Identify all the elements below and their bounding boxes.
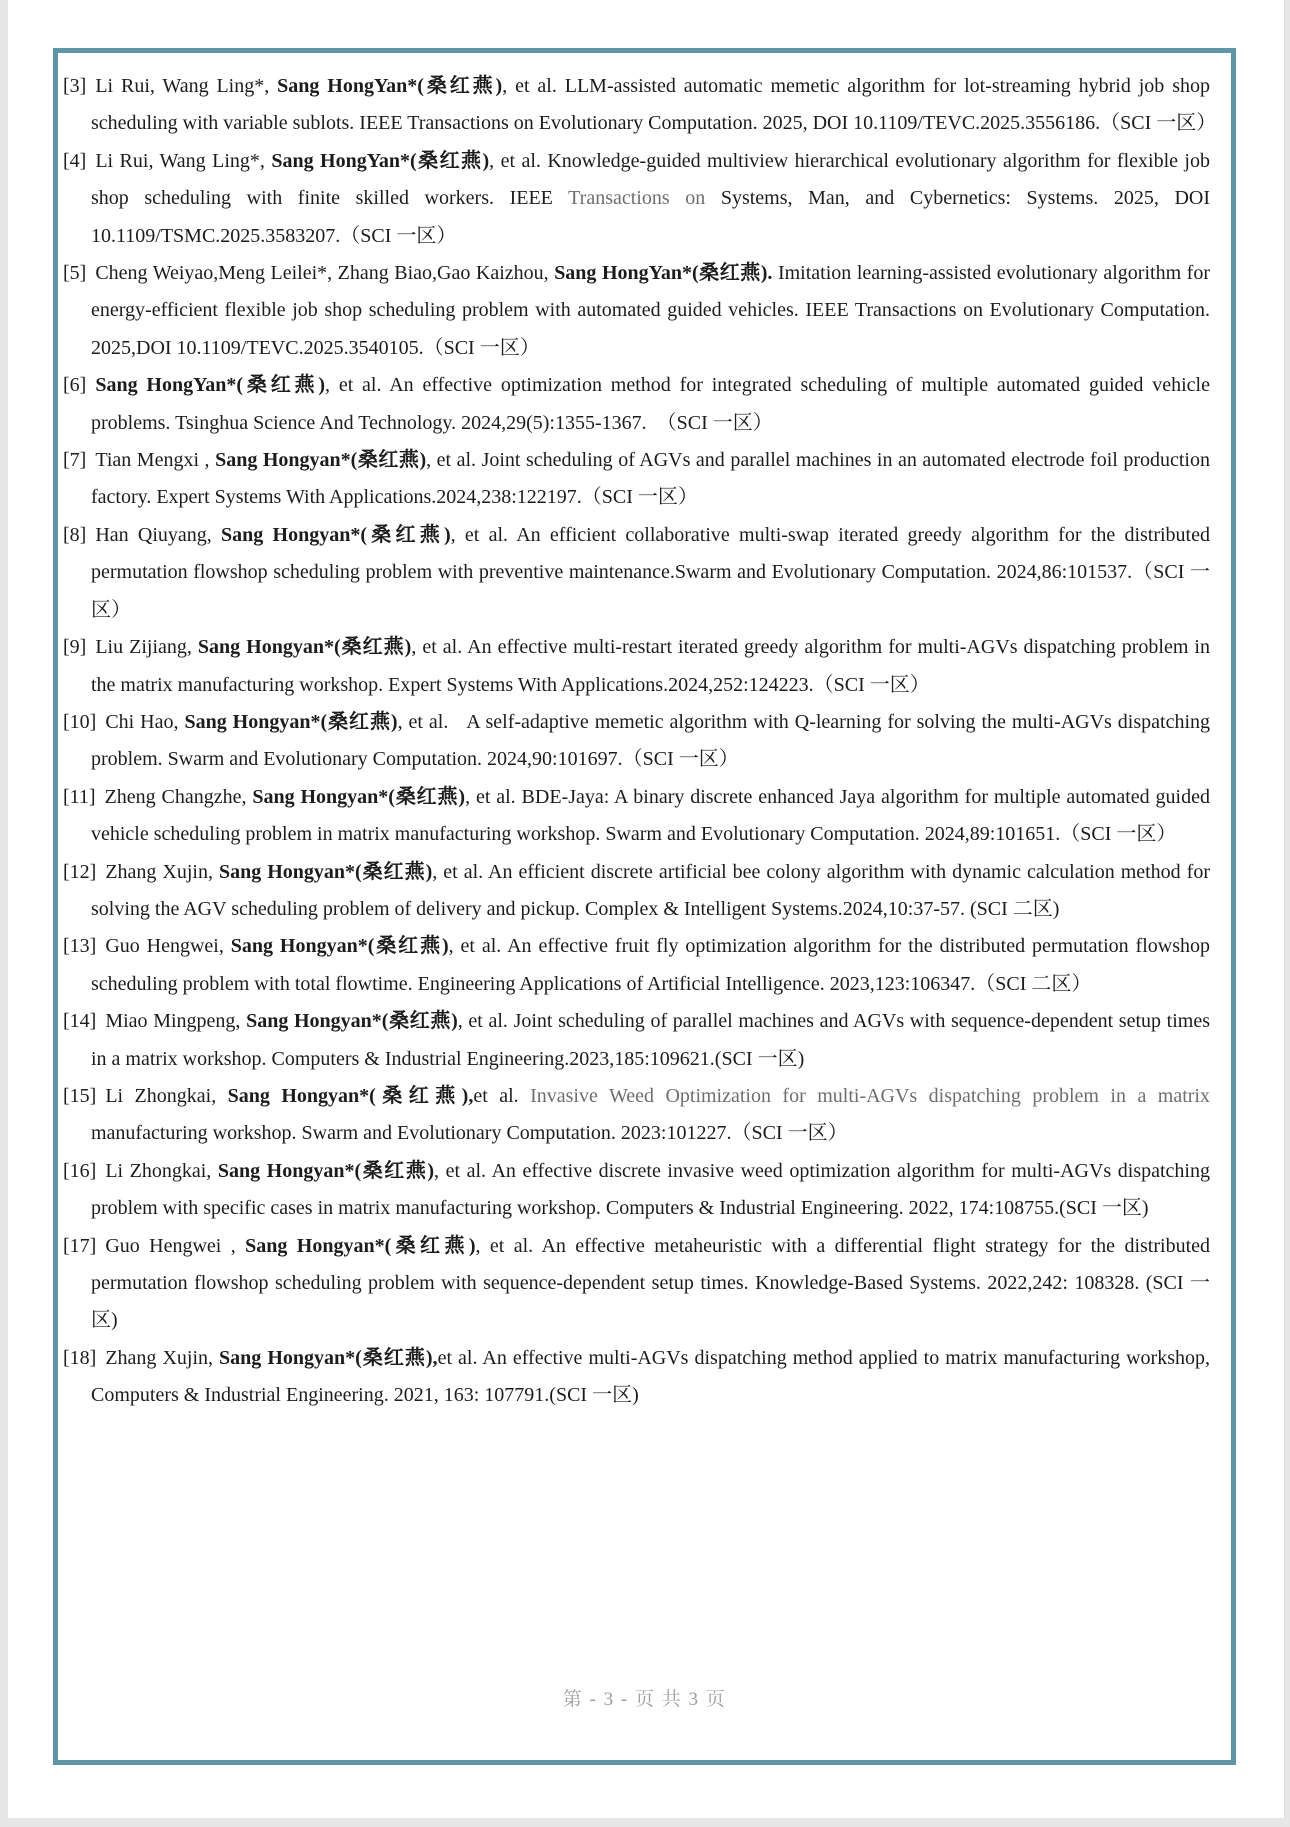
reference-text-segment: Chi Hao, bbox=[105, 710, 185, 733]
reference-number: [4] bbox=[63, 149, 87, 172]
reference-number: [5] bbox=[63, 262, 87, 285]
reference-number: [11] bbox=[63, 785, 96, 808]
reference-author-highlight: Sang Hongyan*(桑红燕) bbox=[184, 710, 398, 733]
reference-text-segment: Li Zhongkai, bbox=[105, 1084, 228, 1107]
reference-text-segment: Invasive Weed Optimization for multi-AGVs dispatching problem in a matrix bbox=[530, 1084, 1210, 1107]
reference-number: [17] bbox=[63, 1234, 97, 1257]
reference-number: [9] bbox=[63, 636, 87, 659]
reference-number: [13] bbox=[63, 935, 97, 958]
reference-item bbox=[63, 255, 1210, 367]
reference-text-segment: Liu Zijiang, bbox=[95, 636, 198, 659]
reference-item bbox=[63, 143, 1210, 255]
reference-number: [10] bbox=[63, 710, 97, 733]
reference-list bbox=[58, 53, 1231, 1415]
reference-author-highlight: Sang Hongyan*(桑红燕) bbox=[218, 860, 433, 883]
reference-number: [7] bbox=[63, 449, 87, 472]
reference-number: [6] bbox=[63, 374, 87, 397]
reference-item bbox=[63, 1228, 1210, 1340]
reference-item bbox=[63, 629, 1210, 704]
reference-text-segment: , et al. An effective metaheuristic with a differential flight strategy for the distributed permutation flowshop scheduling problem with sequence-dependent setup times. Knowledge-Based Systems. 2022,242: 108328. (SCI 一区) bbox=[91, 1234, 1210, 1332]
page-border-frame bbox=[53, 48, 1236, 1765]
document-page bbox=[8, 0, 1285, 1818]
reference-text-segment: , et al. LLM-assisted automatic memetic algorithm for lot-streaming hybrid job shop scheduling with variable sublots. IEEE Transactions on Evolutionary Computation. 2025, DOI 10.1109/TEVC.2025.3556186.（SCI 一区） bbox=[91, 75, 1217, 135]
reference-text-segment: Li Zhongkai, bbox=[105, 1159, 218, 1182]
reference-item bbox=[63, 1078, 1210, 1153]
reference-text-segment: , et al. An effective optimization method for integrated scheduling of multiple automated guided vehicle problems. Tsinghua Science And Technology. 2024,29(5):1355-1367. （SCI 一区） bbox=[91, 374, 1210, 434]
reference-text-segment: Zhang Xujin, bbox=[105, 1346, 220, 1369]
reference-text-segment: Han Qiuyang, bbox=[95, 523, 222, 546]
reference-text-segment: et al. An effective multi-AGVs dispatching method applied to matrix manufacturing workshop, Computers & Industrial Engineering. 2021, 163: 107791.(SCI 一区) bbox=[91, 1346, 1211, 1407]
page-footer: 第 - 3 - 页 共 3 页 bbox=[562, 1689, 727, 1710]
reference-author-highlight: Sang Hongyan*(桑红燕) bbox=[221, 523, 451, 546]
reference-text-segment: , et al. An efficient collaborative multi-swap iterated greedy algorithm for the distributed permutation flowshop scheduling problem with preventive maintenance.Swarm and Evolutionary Computation. 2024,86:101537.（SCI 一区） bbox=[91, 523, 1210, 621]
reference-author-highlight: Sang HongYan*(桑红燕) bbox=[95, 374, 325, 397]
reference-text-segment: , et al. BDE-Jaya: A binary discrete enhanced Jaya algorithm for multiple automated guided vehicle scheduling problem in matrix manufacturing workshop. Swarm and Evolutionary Computation. 2024,89:101651.（SCI 一区） bbox=[91, 785, 1210, 846]
reference-text-segment: Systems, Man, and Cybernetics: Systems. 2025, DOI 10.1109/TSMC.2025.3583207.（SCI 一区） bbox=[91, 187, 1210, 247]
reference-author-highlight: Sang Hongyan*(桑红燕), bbox=[227, 1084, 474, 1107]
reference-text-segment: Zheng Changzhe, bbox=[104, 785, 253, 808]
reference-number: [8] bbox=[63, 523, 87, 546]
reference-text-segment: Transactions on bbox=[568, 187, 706, 210]
reference-text-segment: Guo Hengwei, bbox=[105, 935, 231, 958]
reference-item bbox=[63, 442, 1210, 517]
reference-text-segment: Tian Mengxi , bbox=[95, 449, 216, 472]
reference-text-segment: Cheng Weiyao,Meng Leilei*, Zhang Biao,Gao Kaizhou, bbox=[95, 262, 555, 285]
reference-item bbox=[63, 1003, 1210, 1078]
reference-number: [15] bbox=[63, 1084, 97, 1107]
reference-item bbox=[63, 779, 1210, 854]
reference-item bbox=[63, 854, 1210, 929]
reference-author-highlight: Sang Hongyan*(桑红燕) bbox=[215, 449, 427, 472]
reference-text-segment: et al. bbox=[473, 1084, 531, 1107]
reference-author-highlight: Sang Hongyan*(桑红燕), bbox=[219, 1346, 438, 1369]
reference-text-segment: , et al. Joint scheduling of parallel machines and AGVs with sequence-dependent setup times in a matrix workshop. Computers & Industrial Engineering.2023,185:109621.(SCI 一区) bbox=[91, 1010, 1210, 1070]
reference-text-segment: , et al. Joint scheduling of AGVs and parallel machines in an automated electrode foil production factory. Expert Systems With Applications.2024,238:122197.（SCI 一区） bbox=[91, 449, 1210, 509]
reference-text-segment: Miao Mingpeng, bbox=[105, 1010, 247, 1033]
reference-text-segment: manufacturing workshop. Swarm and Evolutionary Computation. 2023:101227.（SCI 一区） bbox=[91, 1122, 848, 1145]
reference-text-segment: , et al. An efficient discrete artificial bee colony algorithm with dynamic calculation method for solving the AGV scheduling problem of delivery and pickup. Complex & Intelligent Systems.2024,10:37-57. (SCI 二区) bbox=[91, 860, 1210, 920]
reference-author-highlight: Sang Hongyan*(桑红燕) bbox=[230, 935, 449, 958]
reference-number: [16] bbox=[63, 1159, 97, 1182]
reference-item bbox=[63, 68, 1217, 143]
reference-item bbox=[63, 367, 1210, 442]
reference-text-segment: , et al. An effective fruit fly optimization algorithm for the distributed permutation flowshop scheduling problem with total flowtime. Engineering Applications of Artificial Intelligence. 2023,123:106347.（SCI 二区） bbox=[91, 935, 1210, 995]
reference-item bbox=[63, 1340, 1210, 1415]
reference-author-highlight: Sang HongYan*(桑红燕). bbox=[554, 262, 773, 285]
reference-number: [12] bbox=[63, 860, 97, 883]
reference-text-segment: Guo Hengwei , bbox=[105, 1234, 246, 1257]
reference-item bbox=[63, 1153, 1210, 1228]
reference-number: [18] bbox=[63, 1346, 97, 1369]
reference-text-segment: Imitation learning-assisted evolutionary algorithm for energy-efficient flexible job shop scheduling problem with automated guided vehicles. IEEE Transactions on Evolutionary Computation. 2025,DOI 10.1109/TEVC.2025.3540105.（SCI 一区） bbox=[91, 262, 1210, 359]
reference-number: [14] bbox=[63, 1010, 97, 1033]
reference-author-highlight: Sang Hongyan*(桑红燕) bbox=[245, 1234, 476, 1257]
reference-author-highlight: Sang Hongyan*(桑红燕) bbox=[217, 1159, 435, 1182]
reference-author-highlight: Sang Hongyan*(桑红燕) bbox=[252, 785, 466, 808]
reference-text-segment: , et al. An effective multi-restart iterated greedy algorithm for multi-AGVs dispatching problem in the matrix manufacturing workshop. Expert Systems With Applications.2024,252:124223.（SCI 一区） bbox=[91, 636, 1210, 696]
reference-item bbox=[63, 704, 1210, 779]
reference-item bbox=[63, 928, 1210, 1003]
reference-author-highlight: Sang HongYan*(桑红燕) bbox=[271, 149, 490, 172]
reference-item bbox=[63, 517, 1210, 629]
reference-author-highlight: Sang Hongyan*(桑红燕) bbox=[246, 1010, 458, 1033]
reference-author-highlight: Sang HongYan*(桑红燕) bbox=[277, 75, 503, 97]
reference-text-segment: , et al. An effective discrete invasive weed optimization algorithm for multi-AGVs dispatching problem with specific cases in matrix manufacturing workshop. Computers & Industrial Engineering. 2022, 174:108755.(SCI 一区) bbox=[91, 1159, 1210, 1220]
reference-text-segment: , et al. A self-adaptive memetic algorithm with Q-learning for solving the multi-AGVs dispatching problem. Swarm and Evolutionary Computation. 2024,90:101697.（SCI 一区） bbox=[91, 710, 1210, 771]
reference-text-segment: , et al. Knowledge-guided multiview hierarchical evolutionary algorithm for flexible job shop scheduling with finite skilled workers. IEEE bbox=[91, 149, 1210, 210]
reference-author-highlight: Sang Hongyan*(桑红燕) bbox=[197, 636, 412, 659]
reference-text-segment: Li Rui, Wang Ling*, bbox=[95, 149, 272, 172]
reference-text-segment: Zhang Xujin, bbox=[105, 860, 219, 883]
reference-text-segment: Li Rui, Wang Ling*, bbox=[95, 75, 278, 97]
reference-number: [3] bbox=[63, 75, 87, 97]
